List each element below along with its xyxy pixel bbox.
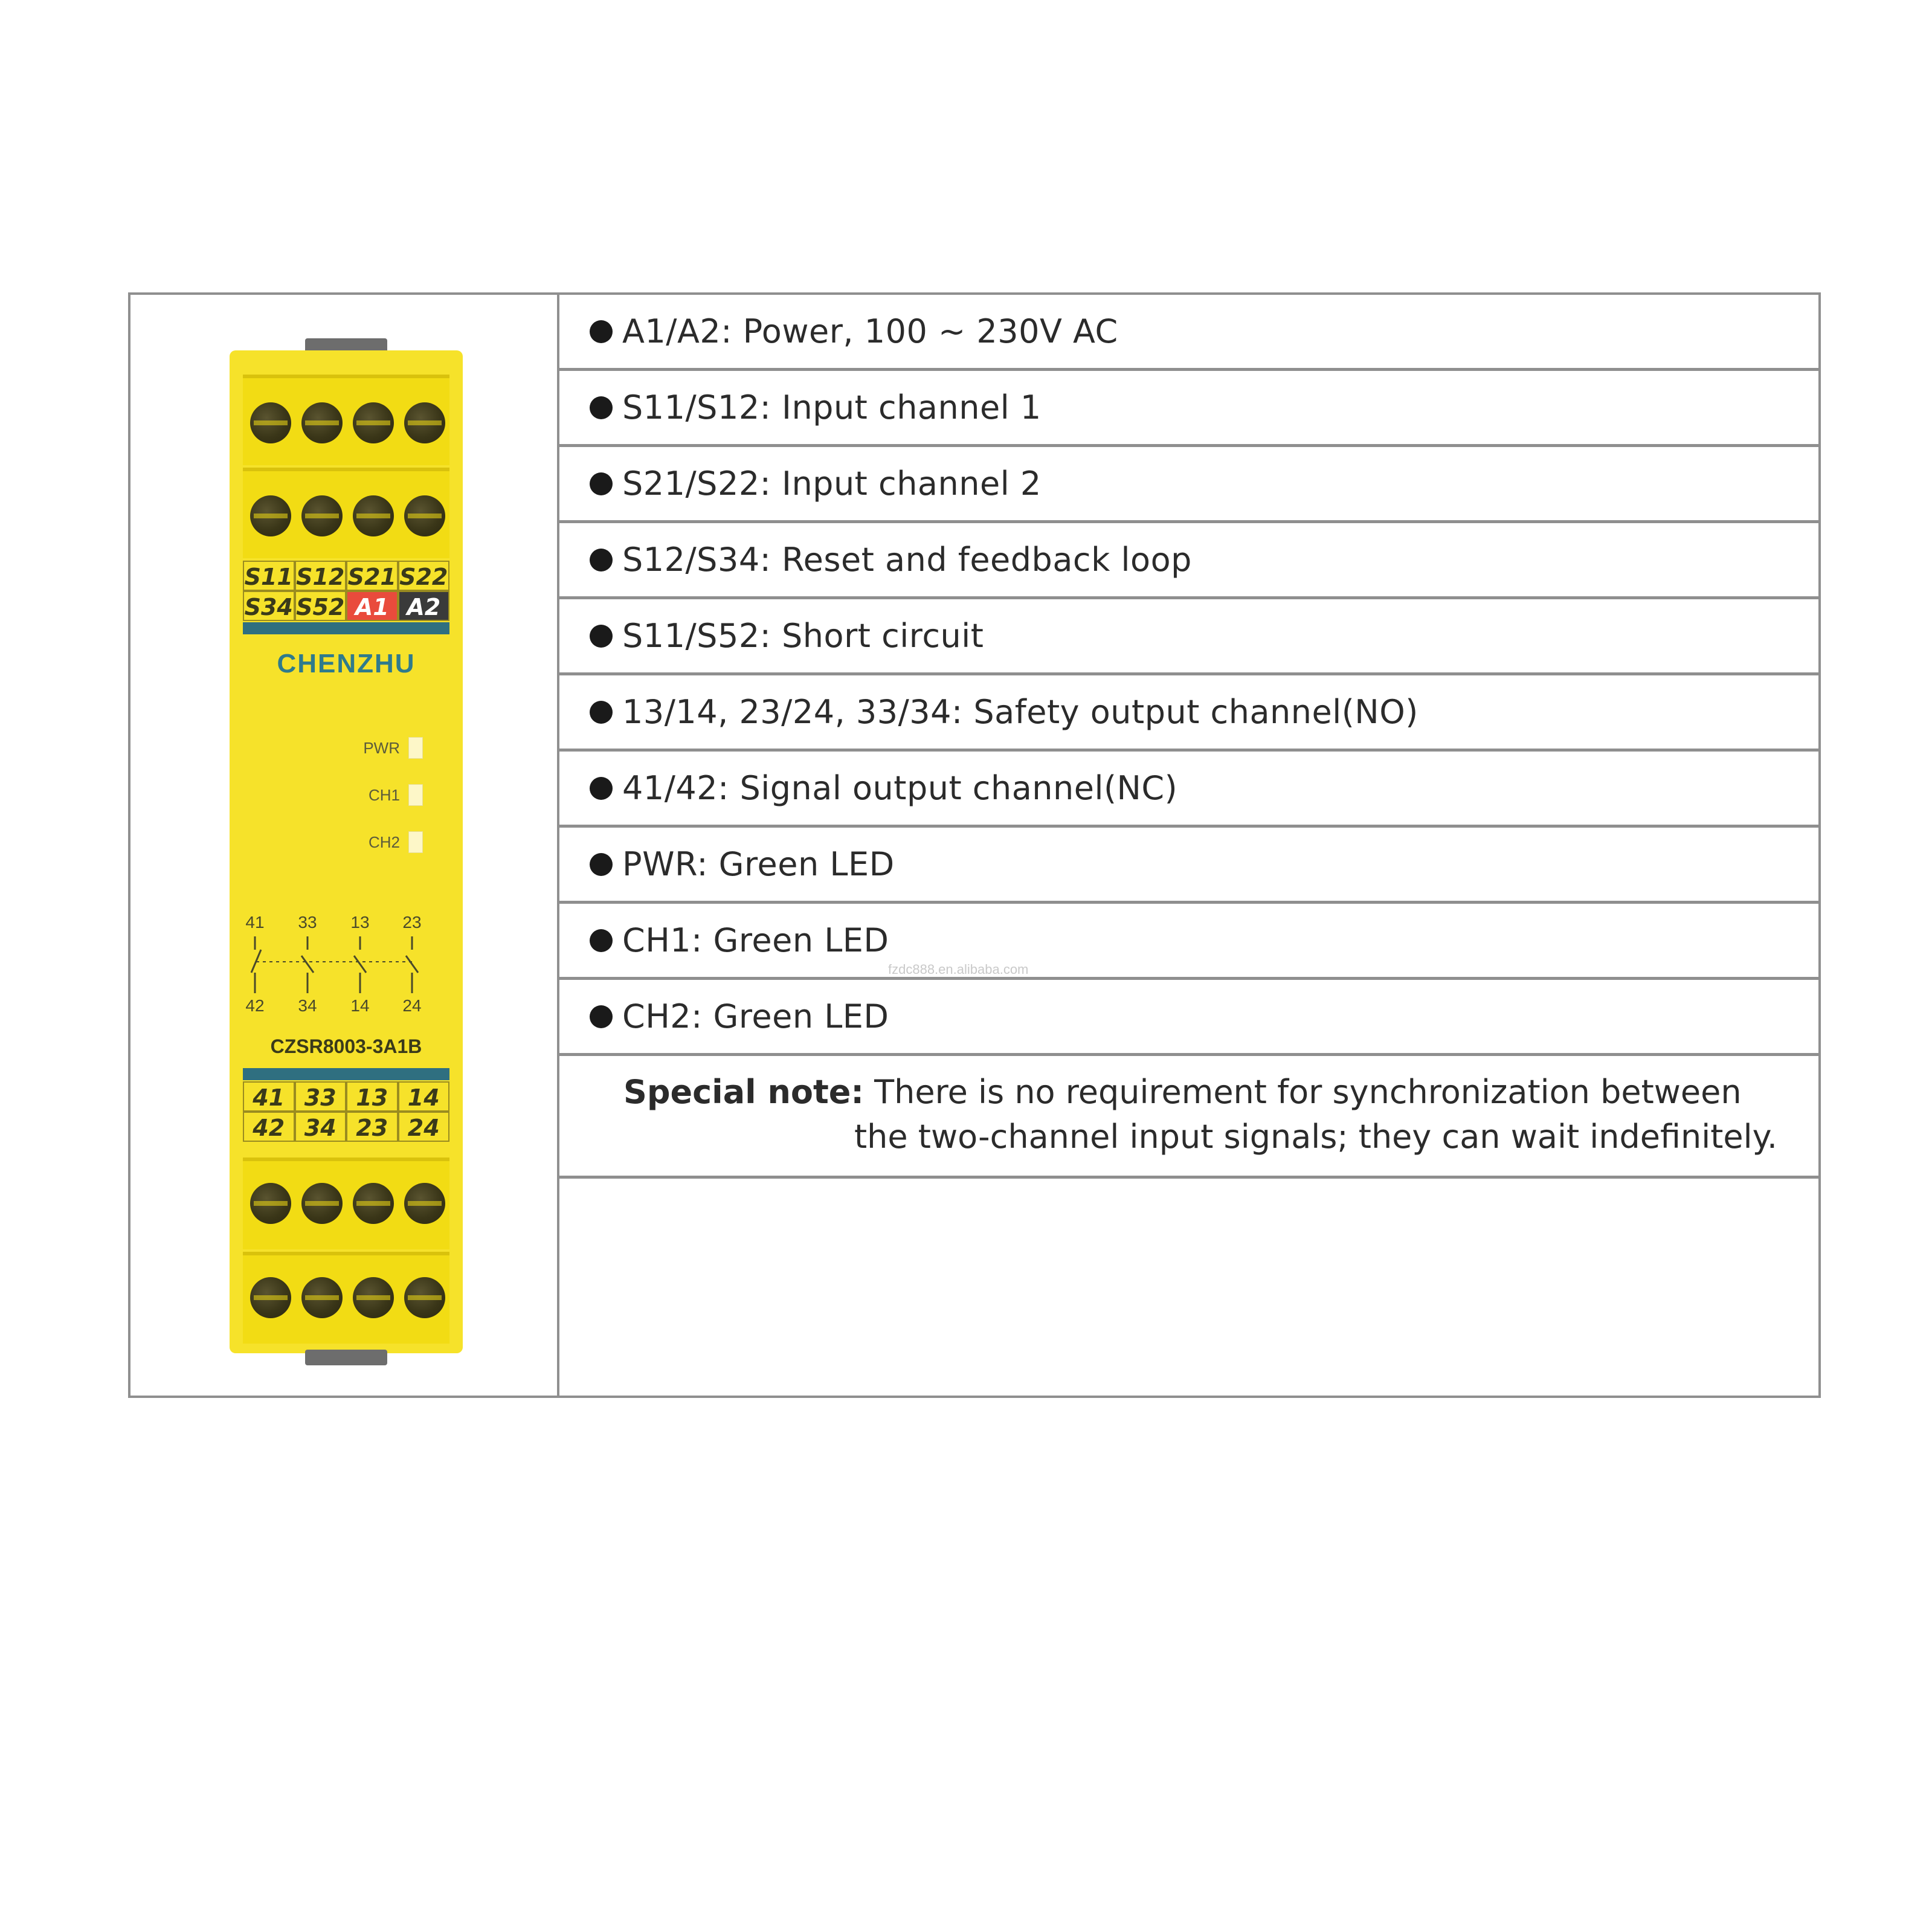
bullet-icon [590, 396, 613, 419]
spec-text: S11/S52: Short circuit [622, 617, 984, 655]
bullet-icon [590, 625, 613, 648]
terminal-screw-icon [353, 495, 394, 536]
spec-text: CH1: Green LED [622, 921, 889, 959]
contact-label: 33 [298, 913, 317, 932]
terminal-label: S11 [243, 561, 295, 591]
led-ch1 [344, 784, 423, 806]
note-line-1 [623, 1073, 1742, 1111]
terminal-block-bottom-1 [243, 1158, 449, 1249]
led-label: PWR [363, 738, 400, 757]
terminal-screw-icon [404, 1183, 445, 1224]
no-contact-icon [354, 936, 366, 993]
bullet-icon [590, 929, 613, 952]
bottom-terminal-labels [243, 1081, 449, 1142]
contact-label: 24 [402, 996, 422, 1015]
note-label: Special note: [623, 1073, 865, 1111]
bullet-icon [590, 777, 613, 800]
terminal-label: 24 [398, 1112, 450, 1142]
terminal-screw-icon [250, 1183, 291, 1224]
bullet-icon [590, 320, 613, 343]
contact-label: 41 [245, 913, 265, 932]
brand-logo: CHENZHU [277, 649, 416, 678]
bullet-icon [590, 1005, 613, 1028]
terminal-block-top-2 [243, 468, 449, 558]
contact-label: 23 [402, 913, 422, 932]
terminal-block-top-1 [243, 375, 449, 465]
led-indicator-icon [408, 831, 423, 853]
accent-bar-top [243, 622, 449, 634]
spec-row-short-circuit [559, 599, 1818, 675]
terminal-label: 42 [243, 1112, 295, 1142]
spec-text: S21/S22: Input channel 2 [622, 465, 1042, 503]
terminal-label: S22 [398, 561, 450, 591]
led-indicator-icon [408, 737, 423, 759]
terminal-label: 34 [295, 1112, 347, 1142]
contact-diagram [243, 910, 449, 1031]
spec-row-signal-output [559, 752, 1818, 828]
terminal-label: S52 [295, 591, 347, 621]
spec-text: PWR: Green LED [622, 845, 895, 883]
terminal-screw-icon [250, 495, 291, 536]
led-label: CH2 [368, 832, 400, 851]
terminal-label-a1: A1 [346, 591, 398, 621]
top-terminal-labels [243, 561, 449, 621]
led-ch2 [344, 831, 423, 853]
terminal-screw-icon [353, 402, 394, 443]
spec-row-input-2 [559, 447, 1818, 523]
spec-row-power [559, 295, 1818, 371]
spec-row-input-1 [559, 371, 1818, 447]
spec-row-pwr-led [559, 828, 1818, 904]
spec-row-reset [559, 523, 1818, 599]
spec-list [559, 295, 1818, 1179]
spec-text: 13/14, 23/24, 33/34: Safety output channel(NO) [622, 693, 1418, 731]
din-clip-bottom [305, 1350, 387, 1365]
terminal-screw-icon [301, 1183, 343, 1224]
spec-text: 41/42: Signal output channel(NC) [622, 769, 1178, 807]
terminal-label: 13 [346, 1081, 398, 1112]
no-contact-icon [406, 936, 418, 993]
terminal-label: S21 [346, 561, 398, 591]
contact-label: 42 [245, 996, 265, 1015]
spec-row-ch1-led [559, 904, 1818, 980]
terminal-block-bottom-2 [243, 1252, 449, 1344]
watermark: fzdc888.en.alibaba.com [888, 962, 1029, 977]
terminal-screw-icon [404, 495, 445, 536]
bullet-icon [590, 549, 613, 572]
spec-row-safety-output [559, 675, 1818, 752]
terminal-screw-icon [250, 1277, 291, 1318]
nc-contact-icon [251, 936, 261, 993]
note-line-2: the two-channel input signals; they can wait indefinitely. [854, 1118, 1778, 1156]
terminal-label-a2: A2 [398, 591, 450, 621]
terminal-label: 23 [346, 1112, 398, 1142]
accent-bar-bottom [243, 1068, 449, 1080]
led-indicator-icon [408, 784, 423, 806]
contact-label: 13 [350, 913, 370, 932]
spec-row-ch2-led [559, 980, 1818, 1056]
bullet-icon [590, 701, 613, 724]
spec-text: S12/S34: Reset and feedback loop [622, 541, 1192, 579]
spec-text: S11/S12: Input channel 1 [622, 388, 1042, 427]
terminal-screw-icon [353, 1183, 394, 1224]
special-note [559, 1056, 1818, 1179]
terminal-label: 14 [398, 1081, 450, 1112]
terminal-label: S34 [243, 591, 295, 621]
contact-label: 14 [350, 996, 370, 1015]
terminal-screw-icon [301, 495, 343, 536]
led-pwr [344, 737, 423, 759]
terminal-screw-icon [301, 402, 343, 443]
terminal-screw-icon [404, 1277, 445, 1318]
terminal-label: 41 [243, 1081, 295, 1112]
contact-label: 34 [298, 996, 317, 1015]
bullet-icon [590, 472, 613, 495]
terminal-label: 33 [295, 1081, 347, 1112]
safety-relay-image [230, 338, 463, 1365]
model-number: CZSR8003-3A1B [270, 1035, 422, 1057]
terminal-screw-icon [301, 1277, 343, 1318]
note-text-1: There is no requirement for synchronization between [864, 1073, 1742, 1111]
spec-text: CH2: Green LED [622, 997, 889, 1035]
bullet-icon [590, 853, 613, 876]
terminal-screw-icon [353, 1277, 394, 1318]
terminal-screw-icon [404, 402, 445, 443]
no-contact-icon [301, 936, 314, 993]
led-label: CH1 [368, 785, 400, 804]
spec-text: A1/A2: Power, 100 ~ 230V AC [622, 312, 1118, 350]
terminal-label: S12 [295, 561, 347, 591]
terminal-screw-icon [250, 402, 291, 443]
